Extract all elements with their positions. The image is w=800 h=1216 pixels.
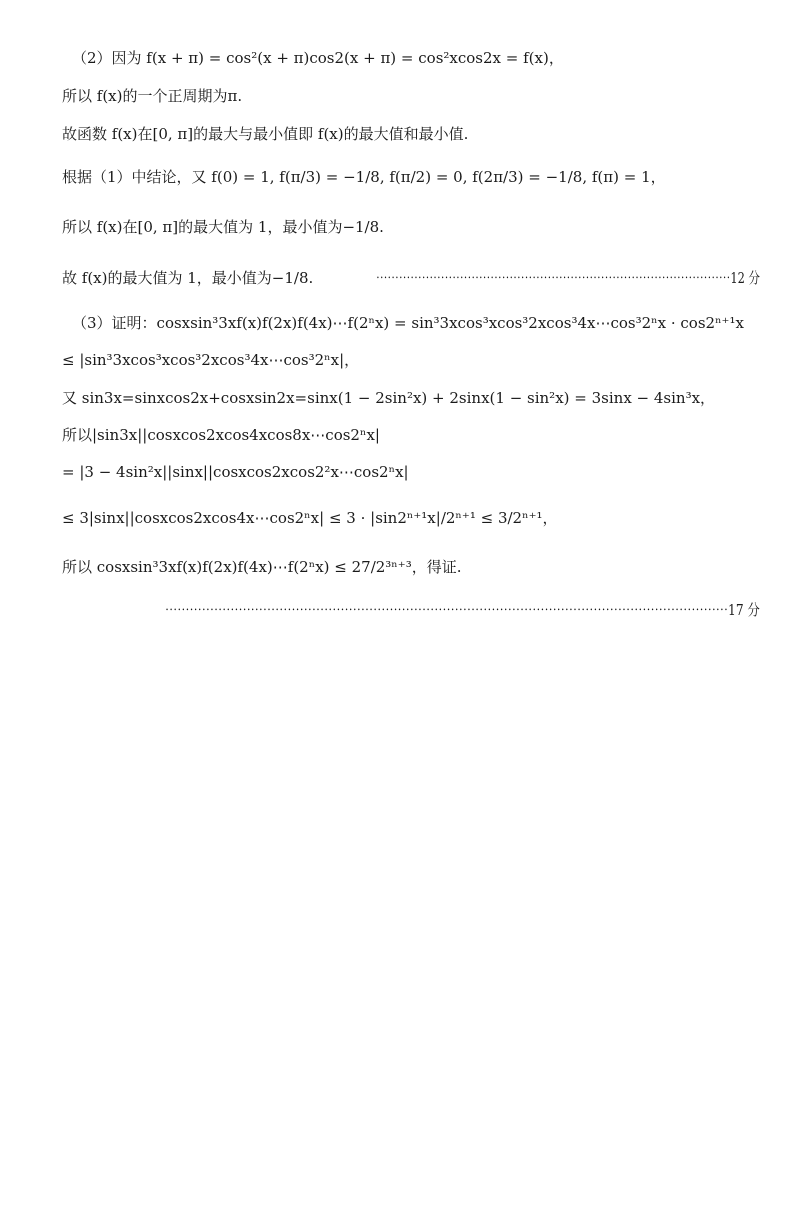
line-function-values: 根据（1）中结论，又 f(0) = 1, f(π/3) = −1/8, f(π/2) = 0, f(2π/3) = −1/8, f(π) = 1，: [62, 168, 666, 186]
line-extrema-conclusion: 故 f(x)的最大值为 1，最小值为−1/8.: [62, 269, 314, 287]
line-product-expanded: = |3 − 4sin²x||sinx||cosxcos2xcos2²x⋯cos2ⁿx|: [62, 463, 409, 481]
line-extrema-reduction: 故函数 f(x)在[0, π]的最大与最小值即 f(x)的最大值和最小值.: [62, 125, 469, 143]
line-final-result: 所以 cosxsin³3xf(x)f(2x)f(4x)⋯f(2ⁿx) ≤ 27/2³ⁿ⁺³，得证.: [62, 558, 462, 576]
line-extrema-interval: 所以 f(x)在[0, π]的最大值为 1，最小值为−1/8.: [62, 218, 384, 236]
line-inequality-chain: ≤ 3|sinx||cosxcos2xcos4x⋯cos2ⁿx| ≤ 3 · |sin2ⁿ⁺¹x|/2ⁿ⁺¹ ≤ 3/2ⁿ⁺¹，: [62, 509, 558, 527]
line-abs-bound: ≤ |sin³3xcos³xcos³2xcos³4x⋯cos³2ⁿx|，: [62, 351, 360, 369]
line-product-abs: 所以|sin3x||cosxcos2xcos4xcos8x⋯cos2ⁿx|: [62, 426, 380, 444]
line-part3-proof: （3）证明：cosxsin³3xf(x)f(2x)f(4x)⋯f(2ⁿx) = sin³3xcos³xcos³2xcos³4x⋯cos³2ⁿx · cos2ⁿ⁺¹x: [72, 314, 744, 332]
score-marker-17: ⋯⋯⋯⋯⋯⋯⋯⋯⋯⋯⋯⋯⋯⋯⋯⋯⋯⋯⋯⋯⋯⋯⋯⋯⋯⋯⋯⋯⋯⋯⋯⋯⋯⋯⋯⋯⋯⋯⋯⋯⋯⋯⋯⋯⋯⋯17 分: [165, 601, 760, 619]
score-marker-12: ⋯⋯⋯⋯⋯⋯⋯⋯⋯⋯⋯⋯⋯⋯⋯⋯⋯⋯⋯⋯⋯⋯⋯⋯⋯⋯⋯⋯⋯⋯⋯12 分: [376, 269, 760, 287]
line-part2-periodicity: （2）因为 f(x + π) = cos²(x + π)cos2(x + π) = cos²xcos2x = f(x)，: [72, 49, 564, 67]
line-period-conclusion: 所以 f(x)的一个正周期为π.: [62, 87, 243, 105]
line-triple-angle: 又 sin3x=sinxcos2x+cosxsin2x=sinx(1 − 2sin²x) + 2sinx(1 − sin²x) = 3sinx − 4sin³x，: [62, 389, 716, 407]
